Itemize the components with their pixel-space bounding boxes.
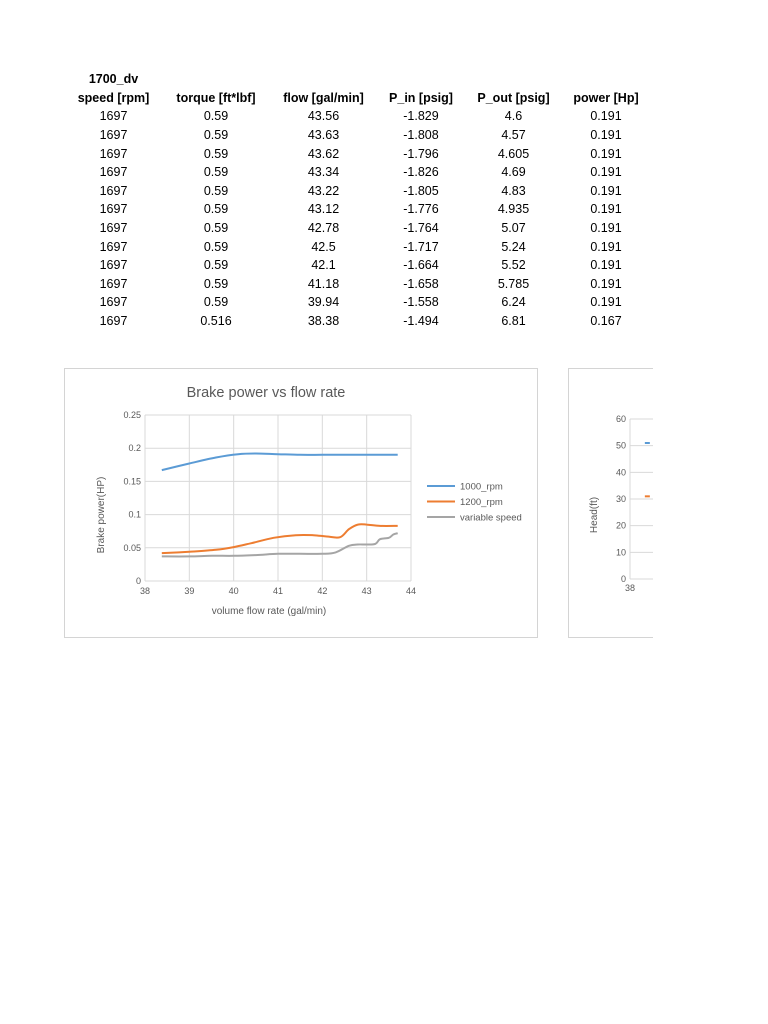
table-cell: 0.191 (590, 258, 622, 273)
table-cell: 1697 (99, 146, 128, 161)
table-cell: 42.1 (311, 258, 336, 273)
table-cell: 1697 (99, 276, 128, 291)
table-cell: 0.59 (203, 128, 229, 143)
table-cell: 1697 (99, 109, 128, 124)
chart-series (645, 443, 650, 496)
column-header: flow [gal/min] (283, 90, 364, 105)
table-row (66, 144, 651, 163)
table-cell: 0.191 (590, 109, 622, 124)
table-cell: 5.785 (497, 276, 530, 291)
table-cell: -1.558 (403, 295, 439, 310)
table-cell: 4.69 (501, 165, 526, 180)
table-cell: 0.59 (203, 165, 229, 180)
table-cell: 0.59 (203, 146, 229, 161)
column-header: P_in [psig] (389, 90, 453, 105)
table-cell: 0.191 (590, 202, 622, 217)
table-cell: 43.12 (307, 202, 340, 217)
y-tick-label: 0 (135, 576, 141, 586)
table-body (66, 107, 651, 330)
table-cell: 1697 (99, 314, 128, 329)
table-cell: 0.191 (590, 183, 622, 198)
table-cell: 0.59 (203, 276, 229, 291)
table-row (66, 275, 651, 294)
table-cell: 0.59 (203, 239, 229, 254)
table-cell: 43.34 (307, 165, 340, 180)
table-cell: 42.78 (307, 221, 340, 236)
x-tick-label: 39 (184, 586, 195, 596)
table-cell: 0.191 (590, 221, 622, 236)
x-tick-label: 38 (139, 586, 151, 596)
table-cell: -1.664 (403, 258, 439, 273)
table-cell: -1.805 (403, 183, 439, 198)
table-title-row (66, 70, 651, 89)
y-tick-label: 0.25 (123, 410, 141, 420)
table-cell: -1.826 (403, 165, 439, 180)
table-cell: 38.38 (307, 314, 340, 329)
table-cell: 39.94 (307, 295, 340, 310)
x-tick-label: 43 (361, 586, 372, 596)
table-cell: 42.5 (311, 239, 336, 254)
data-table (66, 70, 651, 330)
chart-title: Brake power vs flow rate (186, 385, 346, 401)
y-tick-label: 30 (615, 494, 626, 504)
table-row (66, 312, 651, 331)
y-tick-label: 40 (615, 467, 626, 478)
table-cell: -1.808 (403, 128, 439, 143)
table-cell: 43.22 (307, 183, 340, 198)
table-row (66, 293, 651, 312)
table-row (66, 126, 651, 145)
legend-label: variable speed (460, 512, 522, 524)
y-tick-label: 10 (615, 547, 626, 558)
y-tick-label: 0.2 (128, 443, 141, 454)
table-cell: 1697 (99, 239, 128, 254)
table-cell: 0.191 (590, 146, 622, 161)
table-cell: 0.59 (203, 109, 229, 124)
table-row (66, 182, 651, 201)
table-cell: 41.18 (307, 276, 340, 291)
table-cell: 1697 (99, 128, 128, 143)
legend-label: 1000_rpm (460, 481, 503, 493)
brake-power-chart-svg (65, 369, 537, 637)
y-axis-label: Head(ft) (589, 496, 600, 534)
y-tick-label: 0 (620, 574, 626, 584)
table-row (66, 200, 651, 219)
x-axis-label: volume flow rate (gal/min) (211, 606, 327, 617)
table-cell: -1.658 (403, 276, 439, 291)
table-cell: 0.516 (200, 314, 232, 329)
table-cell: 1697 (99, 165, 128, 180)
table-cell: 4.605 (497, 146, 530, 161)
y-axis-tick-labels (123, 410, 141, 586)
table-cell: 6.24 (501, 295, 526, 310)
table-cell: -1.796 (403, 146, 439, 161)
table-cell: 4.83 (501, 183, 526, 198)
table-title: 1700_dv (88, 72, 139, 87)
y-tick-label: 50 (615, 440, 626, 451)
column-header: speed [rpm] (77, 90, 150, 105)
table-cell: 43.56 (307, 109, 340, 124)
table-cell: 43.62 (307, 146, 340, 161)
chart-legend[interactable] (427, 482, 522, 524)
table-cell: -1.717 (403, 239, 439, 254)
table-cell: 0.59 (203, 258, 229, 273)
x-tick-label: 41 (272, 586, 284, 596)
y-tick-label: 20 (615, 520, 626, 531)
table-cell: 43.63 (307, 128, 340, 143)
table-cell: 0.59 (203, 295, 229, 310)
x-axis-tick-labels (625, 583, 635, 593)
table-cell: 0.191 (590, 128, 622, 143)
table-cell: 6.81 (501, 314, 526, 329)
y-axis-label: Brake power(HP) (96, 476, 107, 554)
table-cell: 0.59 (203, 183, 229, 198)
y-axis-tick-labels (616, 414, 626, 584)
table-cell: 0.59 (203, 202, 229, 217)
table-cell: 0.191 (590, 165, 622, 180)
table-cell: -1.829 (403, 109, 439, 124)
table-cell: 0.191 (590, 239, 622, 254)
table-cell: -1.494 (403, 314, 439, 329)
x-axis-tick-labels (140, 586, 416, 596)
table-cell: 5.24 (501, 239, 526, 254)
chart-series (162, 454, 398, 557)
table-cell: 1697 (99, 258, 128, 273)
x-tick-label: 42 (317, 586, 328, 596)
table-row (66, 219, 651, 238)
column-header: P_out [psig] (477, 90, 550, 105)
column-header: torque [ft*lbf] (176, 90, 256, 105)
series-line-1000-rpm (162, 454, 398, 471)
y-tick-label: 0.15 (123, 476, 141, 487)
table-cell: 5.52 (501, 258, 526, 273)
y-tick-label: 0.1 (128, 509, 141, 520)
table-row (66, 237, 651, 256)
table-cell: 0.191 (590, 295, 622, 310)
table-cell: 4.6 (504, 109, 523, 124)
y-tick-label: 0.05 (123, 542, 141, 553)
legend-label: 1200_rpm (460, 497, 503, 508)
table-cell: 0.167 (590, 314, 622, 329)
table-cell: 4.935 (497, 202, 530, 217)
x-tick-label: 38 (624, 583, 636, 593)
table-cell: 4.57 (501, 128, 526, 143)
table-row (66, 256, 651, 275)
page-edge-mask (653, 360, 768, 650)
table-cell: -1.776 (403, 202, 439, 217)
table-cell: 1697 (99, 221, 128, 236)
table-cell: 0.59 (203, 221, 229, 236)
table-cell: 1697 (99, 295, 128, 310)
series-line-1200-rpm (162, 524, 398, 553)
table-cell: 0.191 (590, 276, 622, 291)
brake-power-chart[interactable] (64, 368, 538, 638)
table-row (66, 107, 651, 126)
table-header-row (66, 89, 651, 108)
x-tick-label: 40 (228, 586, 239, 596)
x-tick-label: 44 (405, 586, 417, 596)
table-cell: -1.764 (403, 221, 439, 236)
y-tick-label: 60 (615, 414, 626, 424)
table-row (66, 163, 651, 182)
table-cell: 1697 (99, 202, 128, 217)
column-header: power [Hp] (573, 90, 639, 105)
table-cell: 1697 (99, 183, 128, 198)
table-cell: 5.07 (501, 221, 526, 236)
